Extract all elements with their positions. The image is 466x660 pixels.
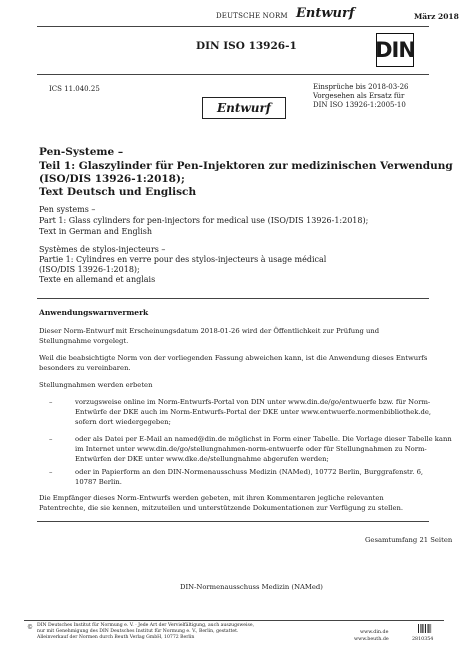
title-en-line: Part 1: Glass cylinders for pen-injectors for medical use (ISO/DIS 13926-1:2018); bbox=[39, 216, 369, 225]
footer-line: Alleinverkauf der Normen durch Beuth Verlag GmbH, 10772 Berlin bbox=[37, 635, 195, 640]
warning-title: Anwendungswarnvermerk bbox=[39, 308, 149, 317]
bullet-text: oder als Datei per E-Mail an named@din.de möglichst in Form einer Tabelle. Die Vorlage dieser Tabelle kann bbox=[75, 435, 452, 443]
einsprueche-line-3: DIN ISO 13926-1:2005-10 bbox=[313, 101, 406, 109]
warning-paragraph-2: besonders zu vereinbaren. bbox=[39, 364, 131, 372]
ics-code: ICS 11.040.25 bbox=[49, 85, 100, 93]
warning-end-divider bbox=[37, 521, 429, 522]
warning-paragraph-1: Stellungnahme vorgelegt. bbox=[39, 337, 129, 345]
title-fr-line: Systèmes de stylos-injecteurs – bbox=[39, 245, 166, 254]
title-en-line: Pen systems – bbox=[39, 205, 96, 214]
title-de-line: Pen-Systeme – bbox=[39, 146, 124, 158]
bullet-dash: – bbox=[49, 435, 53, 443]
committee-name: DIN-Normenausschuss Medizin (NAMed) bbox=[180, 583, 323, 591]
status-heading: Entwurf bbox=[296, 6, 355, 21]
publication-date: März 2018 bbox=[414, 12, 459, 21]
footer-line: DIN Deutsches Institut für Normung e. V. · Jede Art der Vervielfältigung, auch auszugsweise, bbox=[37, 623, 255, 628]
bullet-dash: – bbox=[49, 398, 53, 406]
bullet-text: im Internet unter www.din.de/go/stellungnahmen-norm-entwuerfe oder für Stellungnahmen zu Norm- bbox=[75, 445, 427, 453]
bullet-text: sofern dort wiedergegeben; bbox=[75, 418, 171, 426]
bullet-dash: – bbox=[49, 468, 53, 476]
number-divider bbox=[37, 74, 429, 75]
warning-paragraph-3: Stellungnahmen werden erbeten bbox=[39, 381, 153, 389]
warning-paragraph-4: Die Empfänger dieses Norm-Entwurfs werden gebeten, mit ihren Kommentaren jegliche relevanten bbox=[39, 494, 384, 502]
einsprueche-line-1: Einsprüche bis 2018-03-26 bbox=[313, 83, 409, 91]
bullet-text: oder in Papierform an den DIN-Normenausschuss Medizin (NAMed), 10772 Berlin, Burggrafenstr. 6, bbox=[75, 468, 424, 476]
header-divider bbox=[37, 26, 429, 27]
document-number: DIN ISO 13926-1 bbox=[196, 40, 297, 52]
footer-divider bbox=[24, 620, 444, 621]
title-fr-line: Texte en allemand et anglais bbox=[39, 275, 156, 284]
bullet-text: Entwürfe der DKE auch im Norm-Entwurfs-Portal der DKE unter www.entwuerfe.normenbibliothek.de, bbox=[75, 408, 432, 416]
warning-paragraph-4: Patentrechte, die sie kennen, mitzuteilen und unterstützende Dokumentationen zur Verfügung zu stellen. bbox=[39, 504, 404, 512]
title-de-line: Text Deutsch und Englisch bbox=[39, 186, 197, 198]
barcode-icon bbox=[418, 624, 432, 633]
bullet-text: 10787 Berlin. bbox=[75, 478, 122, 486]
footer-web-beuth: www.beuth.de bbox=[354, 637, 389, 642]
warning-paragraph-1: Dieser Norm-Entwurf mit Erscheinungsdatum 2018-01-26 wird der Öffentlichkeit zur Prüfung und bbox=[39, 327, 380, 335]
einsprueche-line-2: Vorgesehen als Ersatz für bbox=[313, 92, 405, 100]
title-de-line: Teil 1: Glaszylinder für Pen-Injektoren zur medizinischen Verwendung bbox=[39, 160, 453, 172]
total-pages: Gesamtumfang 21 Seiten bbox=[365, 536, 453, 544]
bullet-text: vorzugsweise online im Norm-Entwurfs-Portal von DIN unter www.din.de/go/entwuerfe bzw. für Norm- bbox=[75, 398, 431, 406]
din-logo: DIN bbox=[376, 33, 414, 67]
bullet-text: Entwürfen der DKE unter www.dke.de/stellungnahme abgerufen werden; bbox=[75, 455, 329, 463]
title-de-line: (ISO/DIS 13926-1:2018); bbox=[39, 173, 185, 185]
footer-web-din: www.din.de bbox=[360, 630, 389, 635]
footer-line: nur mit Genehmigung des DIN Deutsches Institut für Normung e. V., Berlin, gestattet. bbox=[37, 629, 239, 634]
draft-label-box: Entwurf bbox=[202, 97, 286, 119]
title-fr-line: (ISO/DIS 13926-1:2018); bbox=[39, 265, 140, 274]
warning-divider bbox=[37, 298, 429, 299]
norm-type-label: DEUTSCHE NORM bbox=[216, 12, 288, 20]
title-fr-line: Partie 1: Cylindres en verre pour des stylos-injecteurs à usage médical bbox=[39, 255, 327, 264]
document-code: 2810354 bbox=[412, 637, 434, 642]
title-en-line: Text in German and English bbox=[39, 227, 153, 236]
warning-paragraph-2: Weil die beabsichtigte Norm von der vorliegenden Fassung abweichen kann, ist die Anwendung dieses Entwurfs bbox=[39, 354, 428, 362]
copyright-symbol: © bbox=[27, 624, 33, 631]
